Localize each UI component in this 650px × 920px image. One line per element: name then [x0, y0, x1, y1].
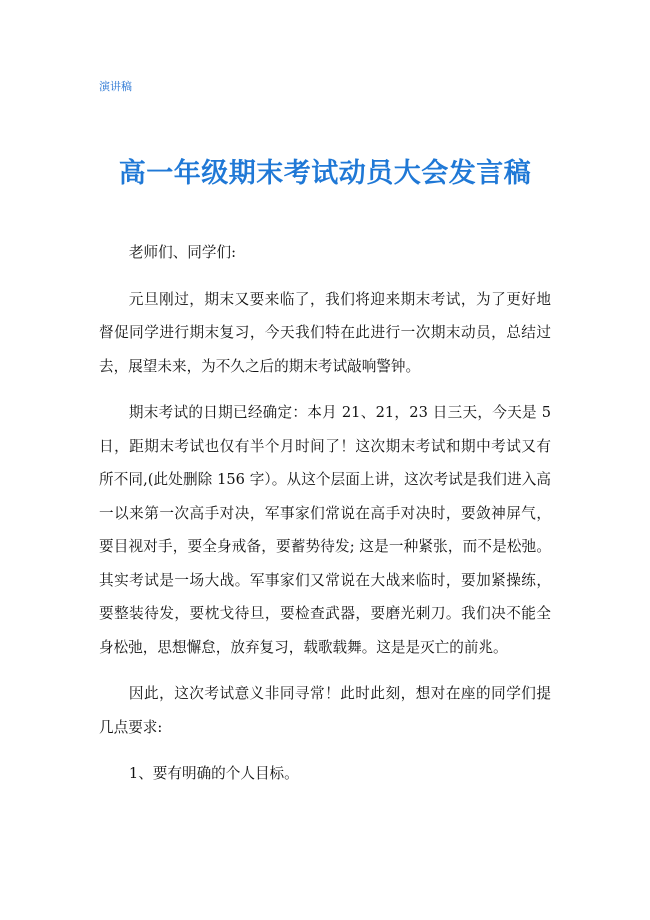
intro-paragraph: 元旦刚过，期末又要来临了，我们将迎来期末考试，为了更好地督促同学进行期末复习，今天我们特在此进行一次期末动员，总结过去，展望未来，为不久之后的期末考试敲响警钟。	[99, 290, 551, 375]
requirements-intro-paragraph: 因此，这次考试意义非同寻常！此时此刻，想对在座的同学们提几点要求:	[99, 685, 551, 736]
document-title: 高一年级期末考试动员大会发言稿	[118, 158, 532, 189]
exam-date-paragraph: 期末考试的日期已经确定：本月 21、21，23 日三天，今天是 5 日，距期末考试也仅有半个月时间了！这次期末考试和期中考试又有所不同,(此处删除 156 字）。从这个层面上讲，这次考试是我们进入高一以来第一次高手对决，军事家们常说在高手对决时，要敛神屏气，要目视对手，要全身戒备，要蓄势待发; 这是一种紧张，而不是松弛。其实考试是一场大战。军事家们又常说在大战来临时，要加紧操练，要整装待发，要枕戈待旦，要检查武器，要磨光刺刀。我们决不能全身松弛，思想懈怠，放弃复习，载歌载舞。这是是灭亡的前兆。	[99, 404, 551, 656]
requirement-item-1: 1、要有明确的个人目标。	[128, 765, 299, 782]
document-category-tag: 演讲稿	[99, 80, 132, 93]
document-body	[99, 236, 551, 804]
salutation-paragraph: 老师们、同学们:	[128, 244, 236, 261]
